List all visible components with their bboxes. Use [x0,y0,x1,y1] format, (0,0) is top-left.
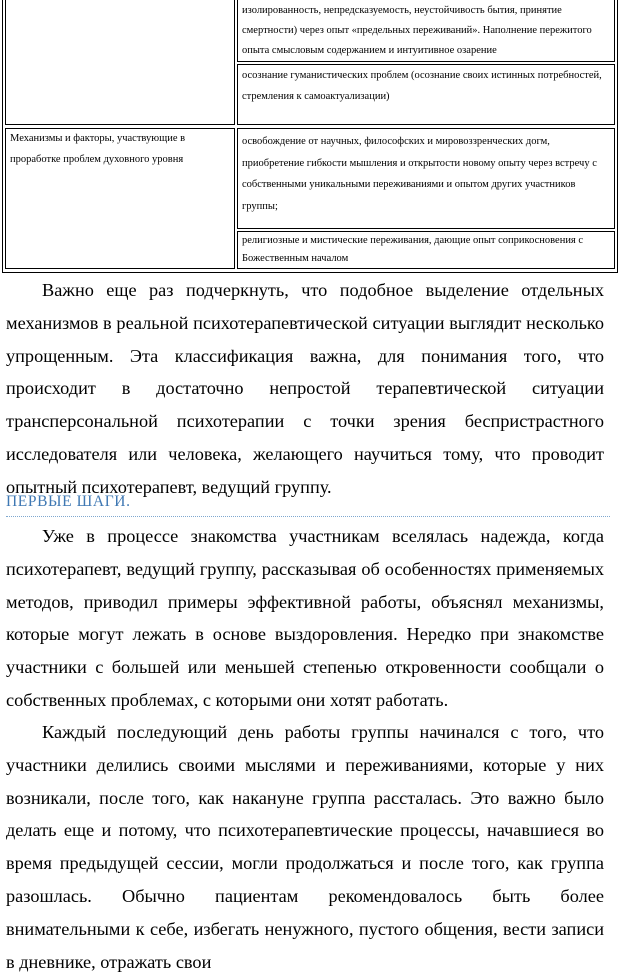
paragraph-text: Уже в процессе знакомства участникам вселялась надежда, когда психотерапевт, ведущий группу, рассказывая об особенностях применяемых методов, приводил примеры эффективной работы, объяснял механизмы, которые могут лежать в основе выздоровления. Нередко при знакомстве участники с большей или меньшей степенью откровенности сообщали о собственных проблемах, с которыми они хотят работать. [6,526,604,710]
table-cell-dogma-liberation: освобождение от научных, философских и мировоззренческих догм, приобретение гибкости мышления и открытости новому опыту через встречу с собственными уникальными переживаниями и опытом других участников группы; [237,128,615,229]
table-cell-religious-experience: религиозные и мистические переживания, дающие опыт соприкосновения с Божественным началом [237,231,615,269]
paragraph-classification [6,274,604,504]
table-cell-empty [5,0,235,125]
paragraph-daily-sessions [6,716,604,978]
section-heading: ПЕРВЫЕ ШАГИ. [6,492,610,517]
table-cell-spiritual-mechanisms: Механизмы и факторы, участвующие в проработке проблем духовного уровня [5,128,235,269]
paragraph-text: Каждый последующий день работы группы начинался с того, что участники делились своими мыслями и переживаниями, которые у них возникали, после того, как накануне группа рассталась. Это важно было делать еще и потому, что психотерапевтические процессы, начавшиеся во время предыдущей сессии, могли продолжаться и после того, как группа разошлась. Обычно пациентам рекомендовалось быть более внимательными к себе, избегать ненужного, пустого общения, вести записи в дневнике, отражать свои [6,722,604,972]
paragraph-introduction [6,520,604,717]
paragraph-text: Важно еще раз подчеркнуть, что подобное выделение отдельных механизмов в реальной психотерапевтической ситуации выглядит несколько упрощенным. Эта классификация важна, для понимания того, что происходит в достаточно непростой терапевтической ситуации трансперсональной психотерапии с точки зрения беспристрастного исследователя или человека, желающего научиться тому, что проводит опытный психотерапевт, ведущий группу. [6,280,604,497]
table-cell-existential-experience: изолированность, непредсказуемость, неустойчивость бытия, принятие смертности) через опыт «предельных переживаний». Наполнение пережитого опыта смысловым содержанием и интуитивное озарение [237,0,615,62]
mechanisms-table [2,0,618,273]
table-cell-humanistic-problems: осознание гуманистических проблем (осознание своих истинных потребностей, стремления к самоактуализации) [237,64,615,125]
